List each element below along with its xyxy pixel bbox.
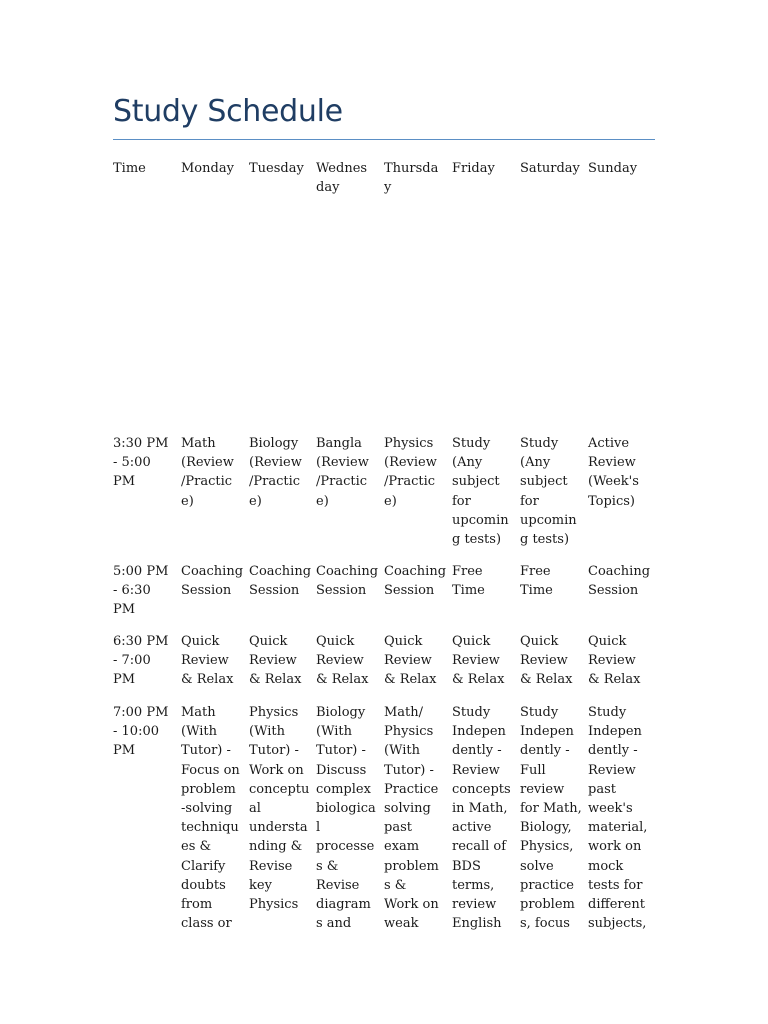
- row-4-saturday: Study Indepen dently - Full review for Math, Biology, Physics, solve practice problem s, focus: [520, 705, 582, 932]
- row-4-time: 7:00 PM - 10:00 PM: [113, 705, 169, 759]
- header-thursday: Thursda y: [384, 161, 439, 196]
- row-3-saturday: Quick Review & Relax: [520, 634, 573, 688]
- title-underline: [113, 139, 655, 140]
- row-1-friday: Study (Any subject for upcomin g tests): [452, 436, 509, 548]
- row-2-monday: Coaching Session: [181, 564, 244, 599]
- row-2-thursday: Coaching Session: [384, 564, 447, 599]
- row-3-time: 6:30 PM - 7:00 PM: [113, 634, 169, 688]
- row-4-sunday: Study Indepen dently - Review past week's material, work on mock tests for different subjects,: [588, 705, 648, 932]
- header-tuesday: Tuesday: [249, 161, 304, 176]
- row-2-tuesday: Coaching Session: [249, 564, 312, 599]
- header-friday: Friday: [452, 161, 495, 176]
- row-3-sunday: Quick Review & Relax: [588, 634, 641, 688]
- row-4-wednesday: Biology (With Tutor) - Discuss complex biologica l processe s & Revise diagram s and: [316, 705, 376, 932]
- row-3-friday: Quick Review & Relax: [452, 634, 505, 688]
- row-2-saturday: Free Time: [520, 564, 553, 599]
- row-1-saturday: Study (Any subject for upcomin g tests): [520, 436, 577, 548]
- row-1-sunday: Active Review (Week's Topics): [588, 436, 639, 509]
- row-1-monday: Math (Review /Practic e): [181, 436, 234, 509]
- row-1-tuesday: Biology (Review /Practic e): [249, 436, 302, 509]
- page-title: Study Schedule: [113, 94, 343, 129]
- header-wednesday: Wednes day: [316, 161, 368, 196]
- row-3-monday: Quick Review & Relax: [181, 634, 234, 688]
- row-1-time: 3:30 PM - 5:00 PM: [113, 436, 169, 490]
- header-monday: Monday: [181, 161, 234, 176]
- row-4-friday: Study Indepen dently - Review concepts in Math, active recall of BDS terms, review English: [452, 705, 511, 932]
- header-saturday: Saturday: [520, 161, 580, 176]
- row-3-thursday: Quick Review & Relax: [384, 634, 437, 688]
- row-1-thursday: Physics (Review /Practic e): [384, 436, 437, 509]
- row-4-tuesday: Physics (With Tutor) - Work on conceptu al understa nding & Revise key Physics: [249, 705, 310, 913]
- row-3-tuesday: Quick Review & Relax: [249, 634, 302, 688]
- row-2-sunday: Coaching Session: [588, 564, 651, 599]
- row-2-wednesday: Coaching Session: [316, 564, 379, 599]
- row-1-wednesday: Bangla (Review /Practic e): [316, 436, 369, 509]
- row-3-wednesday: Quick Review & Relax: [316, 634, 369, 688]
- header-time: Time: [113, 161, 146, 176]
- header-sunday: Sunday: [588, 161, 638, 176]
- row-4-thursday: Math/ Physics (With Tutor) - Practice solving past exam problem s & Work on weak: [384, 705, 439, 932]
- row-4-monday: Math (With Tutor) - Focus on problem -solving techniqu es & Clarify doubts from class or: [181, 705, 240, 932]
- row-2-time: 5:00 PM - 6:30 PM: [113, 564, 169, 618]
- row-2-friday: Free Time: [452, 564, 485, 599]
